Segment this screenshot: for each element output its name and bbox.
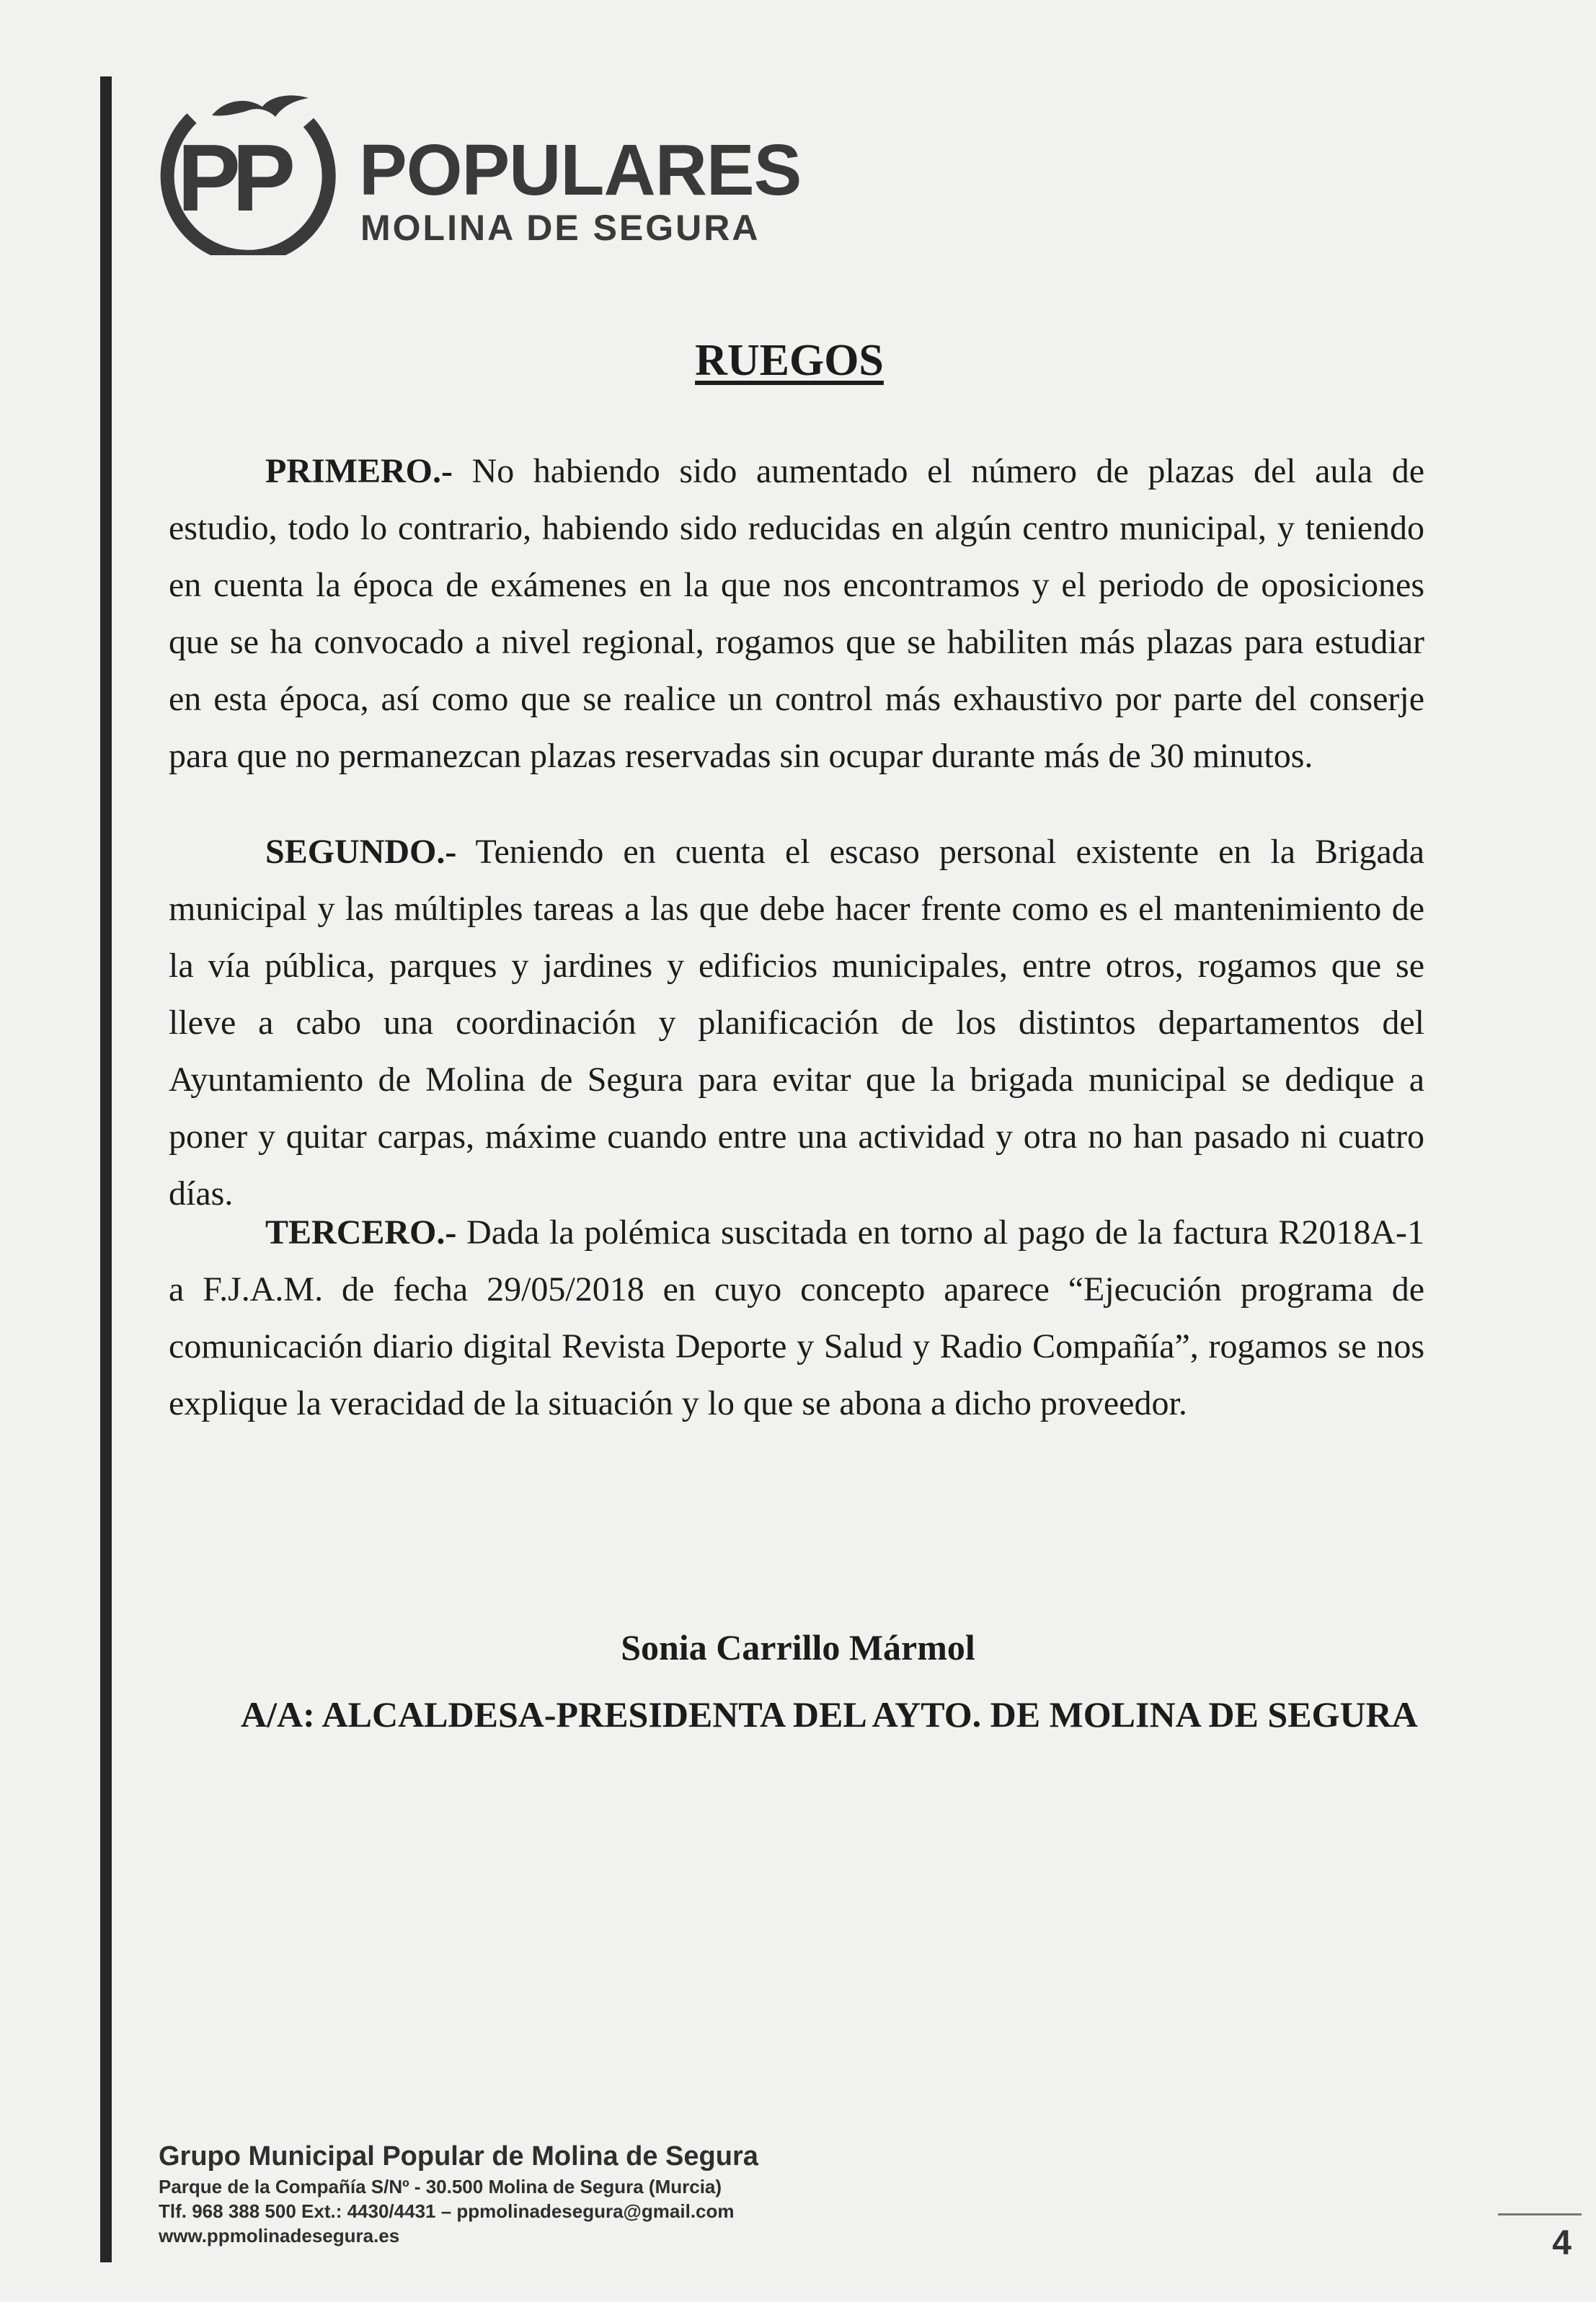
seagull-icon	[212, 95, 309, 117]
page-number: 4	[1552, 2224, 1571, 2262]
logo-subtitle: MOLINA DE SEGURA	[360, 208, 761, 248]
party-logo	[141, 89, 862, 255]
footer-website: www.ppmolinadesegura.es	[159, 2225, 400, 2246]
addressee: A/A: ALCALDESA-PRESIDENTA DEL AYTO. DE MOLINA DE SEGURA	[241, 1694, 1418, 1735]
footer-group-name: Grupo Municipal Popular de Molina de Segura	[159, 2141, 758, 2172]
section-lead: TERCERO.-	[265, 1213, 457, 1252]
pp-emblem	[141, 89, 343, 255]
section-text: No habiendo sido aumentado el número de plazas del aula de estudio, todo lo contrario, habiendo sido reducidas en algún centro municipal, y teniendo en cuenta la época de exámenes en la que nos encontramos y el periodo de oposiciones que se ha convocado a nivel regional, rogamos que se habiliten más plazas para estudiar en esta época, así como que se realice un control más exhaustivo por parte del conserje para que no permanezcan plazas reservadas sin ocupar durante más de 30 minutos.	[169, 452, 1425, 775]
footer-address: Parque de la Compañía S/Nº - 30.500 Molina de Segura (Murcia)	[159, 2176, 722, 2197]
section-lead: PRIMERO.-	[265, 452, 453, 490]
section-tercero	[169, 1204, 1424, 1432]
section-text: Teniendo en cuenta el escaso personal existente en la Brigada municipal y las múltiples tareas a las que debe hacer frente como es el mantenimiento de la vía pública, parques y jardines y edificios municipales, entre otros, rogamos que se lleve a cabo una coordinación y planificación de los distintos departamentos del Ayuntamiento de Molina de Segura para evitar que la brigada municipal se dedique a poner y quitar carpas, máxime cuando entre una actividad y otra no han pasado ni cuatro días.	[169, 833, 1424, 1213]
section-primero	[169, 443, 1424, 784]
footer	[159, 2138, 1024, 2248]
document-heading: RUEGOS	[695, 336, 884, 385]
section-lead: SEGUNDO.-	[265, 833, 457, 871]
left-margin-bar	[100, 76, 112, 2262]
logo-monogram: PP	[177, 125, 288, 231]
signatory-name: Sonia Carrillo Mármol	[621, 1627, 975, 1668]
section-text: Dada la polémica suscitada en torno al pago de la factura R2018A-1 a F.J.A.M. de fecha 29/05/2018 en cuyo concepto aparece “Ejecución programa de comunicación diario digital Revista Deporte y Salud y Radio Compañía”, rogamos se nos explique la veracidad de la situación y lo que se abona a dicho proveedor.	[169, 1213, 1425, 1422]
footer-contact: Tlf. 968 388 500 Ext.: 4430/4431 – ppmolinadesegura@gmail.com	[159, 2200, 735, 2222]
logo-title: POPULARES	[359, 130, 802, 211]
section-segundo	[169, 823, 1424, 1222]
page-number-rule	[1498, 2213, 1582, 2215]
